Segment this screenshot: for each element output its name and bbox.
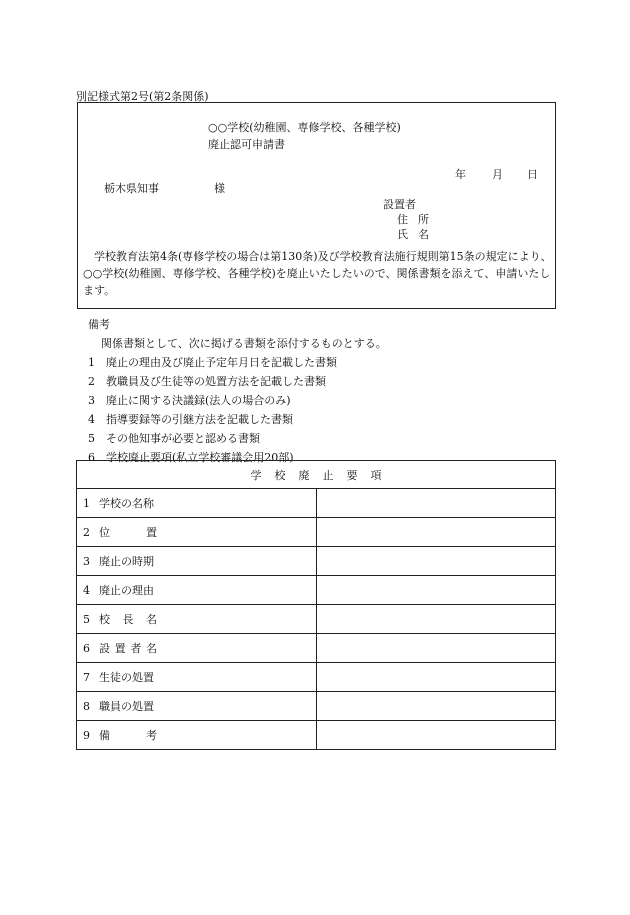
address-label [397,211,429,227]
row-label-cell [77,489,317,518]
row-number: 9 [83,729,90,742]
row-label-char: 長 [122,613,134,626]
row-value-cell[interactable] [316,489,556,518]
table-row [77,663,556,692]
row-value-cell[interactable] [316,576,556,605]
row-label: 学校の名称 [99,497,154,510]
row-label-char: 置 [114,642,126,655]
row-label: 生徒の処置 [99,671,154,684]
remarks-item-text: 教職員及び生徒等の処置方法を記載した書類 [106,375,326,388]
remarks-item-number: 5 [88,432,95,445]
remarks-heading: 備考 [88,318,110,331]
row-number: 8 [83,700,90,713]
row-label-char: 名 [145,642,157,655]
row-value-cell[interactable] [316,605,556,634]
remarks-list-item [88,354,337,370]
remarks-list-item [88,430,260,446]
application-body-text [83,248,553,299]
row-label: 職員の処置 [99,700,154,713]
addressee: 栃木県知事 [104,182,159,195]
row-label-cell [77,692,317,721]
row-number: 2 [83,526,90,539]
remarks-lead: 関係書類として、次に掲げる書類を添付するものとする。 [101,337,387,350]
row-number: 7 [83,671,90,684]
table-row [77,547,556,576]
table-row [77,634,556,663]
remarks-item-number: 1 [88,356,95,369]
remarks-item-number: 4 [88,413,95,426]
table-row [77,489,556,518]
table-title-char: 学 [250,468,262,482]
row-label [99,524,157,540]
row-value-cell[interactable] [316,663,556,692]
remarks-list-item [88,373,326,389]
row-number: 1 [83,497,90,510]
table-title-char: 止 [322,468,334,482]
school-closure-summary-table [76,460,556,750]
row-number: 5 [83,613,90,626]
row-value-cell[interactable] [316,721,556,750]
row-value-cell[interactable] [316,547,556,576]
remarks-item-number: 6 [88,451,95,464]
table-title-char: 校 [274,468,286,482]
table-row [77,721,556,750]
table-title [77,461,556,489]
row-label-cell [77,634,317,663]
remarks-list-item [88,411,293,427]
application-body-content: 学校教育法第4条(専修学校の場合は第130条)及び学校教育法施行規則第15条の規定により、○○学校(幼稚園、専修学校、各種学校)を廃止いたしたいので、関係書類を添えて、申請いたします。 [83,250,552,297]
application-title: ○○学校(幼稚園、専修学校、各種学校) [208,121,401,134]
remarks-item-text: 学校廃止要項(私立学校審議会用20部) [106,451,294,464]
row-label-char: 校 [99,613,110,626]
name-label-char: 氏 [397,228,408,241]
application-subtitle: 廃止認可申請書 [208,138,285,151]
row-label-char: 置 [146,526,157,539]
row-number: 4 [83,584,90,597]
row-label [99,611,157,627]
table-row [77,518,556,547]
row-label [99,727,157,743]
name-label [397,226,429,242]
row-number: 3 [83,555,90,568]
founder-label: 設置者 [383,198,416,211]
row-label-char: 設 [99,642,110,655]
date-year-label: 年 [455,168,466,181]
table-row [77,576,556,605]
remarks-item-text: 廃止の理由及び廃止予定年月日を記載した書類 [106,356,337,369]
name-label-char: 名 [418,228,429,241]
remarks-item-text: 廃止に関する決議録(法人の場合のみ) [106,394,291,407]
row-value-cell[interactable] [316,634,556,663]
row-value-cell[interactable] [316,518,556,547]
row-label-char: 位 [99,526,110,539]
row-label-cell [77,605,317,634]
row-label-char: 考 [146,729,157,742]
address-label-char: 住 [397,213,408,226]
form-number-label: 別記様式第2号(第2条関係) [76,90,209,103]
remarks-item-text: その他知事が必要と認める書類 [106,432,260,445]
row-label: 廃止の理由 [99,584,154,597]
row-value-cell[interactable] [316,692,556,721]
table-title-char: 項 [370,468,382,482]
row-label-char: 者 [130,642,142,655]
remarks-item-text: 指導要録等の引継方法を記載した書類 [106,413,293,426]
table-title-char: 廃 [298,468,310,482]
row-number: 6 [83,642,90,655]
row-label-cell [77,547,317,576]
row-label: 廃止の時期 [99,555,154,568]
remarks-list-item [88,392,291,408]
table-title-char: 要 [346,468,358,482]
row-label-cell [77,518,317,547]
row-label-cell [77,721,317,750]
table-row [77,692,556,721]
address-label-char: 所 [418,213,429,226]
row-label-cell [77,663,317,692]
date-day-label: 日 [527,168,538,181]
row-label [99,640,157,656]
date-month-label: 月 [492,168,503,181]
row-label-char: 備 [99,729,110,742]
table-row [77,605,556,634]
honorific: 様 [214,182,225,195]
row-label-cell [77,576,317,605]
remarks-item-number: 3 [88,394,95,407]
remarks-item-number: 2 [88,375,95,388]
row-label-char: 名 [146,613,157,626]
